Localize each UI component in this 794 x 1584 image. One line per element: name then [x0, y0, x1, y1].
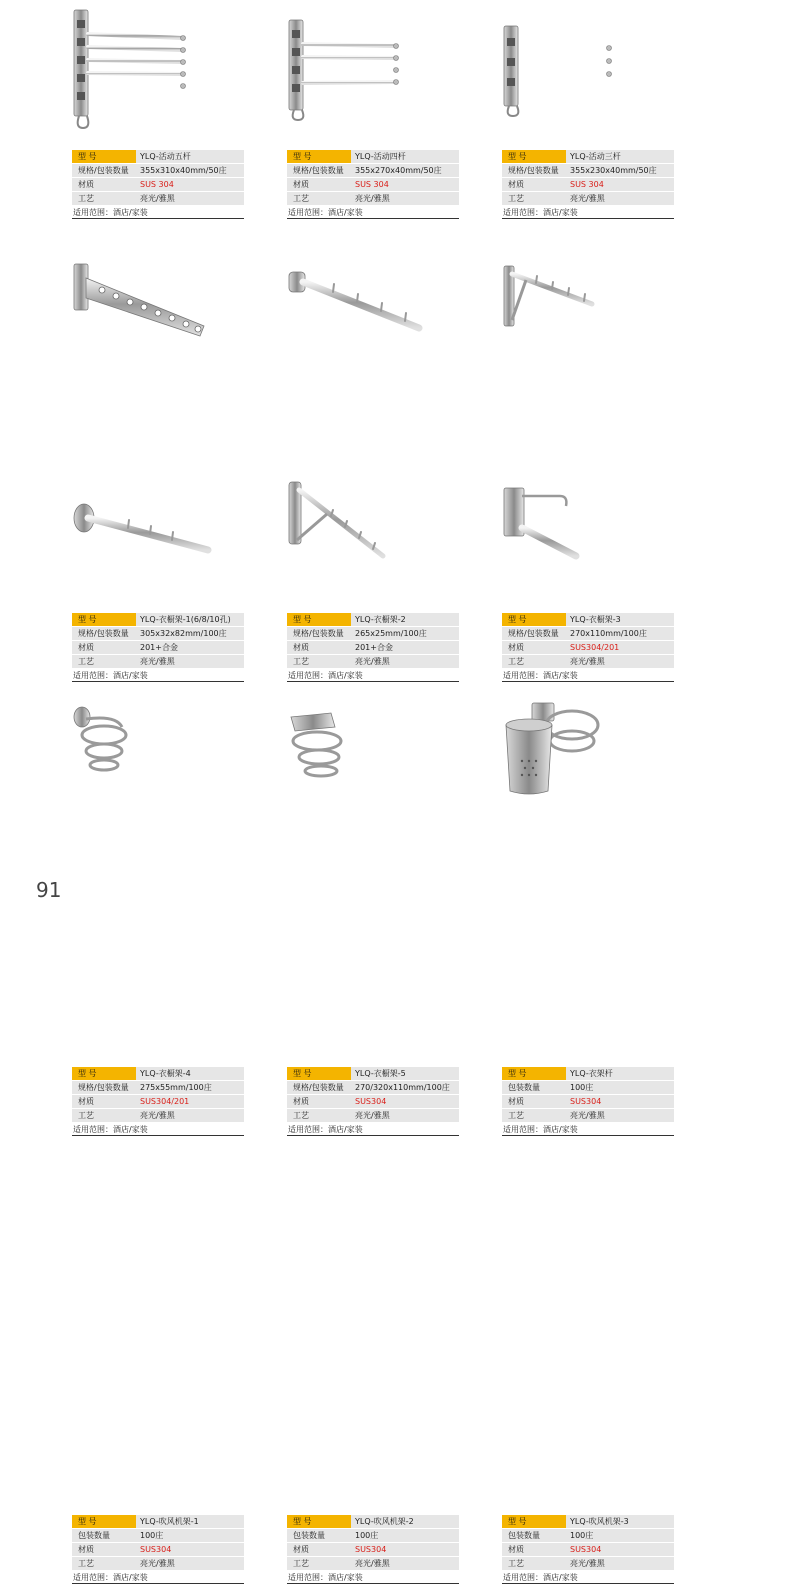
spec-label: 型 号: [502, 1515, 566, 1528]
spec-label: 材质: [502, 1543, 566, 1556]
spec-label: 材质: [287, 1543, 351, 1556]
spec-label: 型 号: [287, 613, 351, 626]
round-base-hanger-rail-icon: [72, 470, 244, 600]
spec-label: 规格/包装数量: [287, 164, 351, 177]
spec-label: 规格/包装数量: [72, 627, 136, 640]
spec-value: 355x270x40mm/50庄: [351, 164, 459, 177]
usage-scope: 适用范围：酒店/家装: [72, 206, 244, 219]
spec-value: SUS304: [351, 1543, 459, 1556]
spec-label: 型 号: [502, 1067, 566, 1080]
spec-value: 355x310x40mm/50庄: [136, 164, 244, 177]
spec-value: YLQ-吹风机架-2: [351, 1515, 459, 1528]
spec-label: 型 号: [72, 150, 136, 163]
spec-label: 型 号: [287, 1515, 351, 1528]
spec-value: SUS304: [566, 1543, 674, 1556]
spec-value: YLQ-吹风机架-1: [136, 1515, 244, 1528]
spec-label: 工艺: [287, 655, 351, 668]
spec-value: YLQ-活动三杆: [566, 150, 674, 163]
spec-value: 亮光/雅黑: [566, 655, 674, 668]
spec-label: 规格/包装数量: [72, 1081, 136, 1094]
usage-scope: 适用范围：酒店/家装: [287, 669, 459, 682]
spec-value: 亮光/雅黑: [566, 1557, 674, 1570]
spec-label: 型 号: [502, 613, 566, 626]
spec-value: SUS 304: [351, 178, 459, 191]
spec-value: 亮光/雅黑: [351, 192, 459, 205]
spec-value: 100庄: [566, 1081, 674, 1094]
spec-label: 材质: [502, 1095, 566, 1108]
usage-scope: 适用范围：酒店/家装: [502, 206, 674, 219]
spec-label: 材质: [72, 1095, 136, 1108]
spec-label: 工艺: [72, 655, 136, 668]
hanger-rail-hooks-icon: [287, 240, 459, 370]
spiral-dryer-holder-icon: [72, 695, 244, 825]
spec-label: 工艺: [502, 192, 566, 205]
spec-label: 规格/包装数量: [72, 164, 136, 177]
spec-label: 规格/包装数量: [502, 627, 566, 640]
swing-rack-four-bar-icon: [287, 0, 459, 130]
spec-value: YLQ-活动四杆: [351, 150, 459, 163]
spec-label: 材质: [287, 641, 351, 654]
spec-value: SUS 304: [136, 178, 244, 191]
spec-label: 工艺: [72, 1557, 136, 1570]
spec-label: 型 号: [72, 1067, 136, 1080]
usage-scope: 适用范围：酒店/家装: [72, 1123, 244, 1136]
spec-label: 包装数量: [72, 1529, 136, 1542]
spec-value: YLQ-衣架杆: [566, 1067, 674, 1080]
dryer-holder-with-cup-icon: [502, 695, 674, 825]
spec-label: 工艺: [502, 1109, 566, 1122]
spec-label: 材质: [287, 178, 351, 191]
usage-scope: 适用范围：酒店/家装: [72, 1571, 244, 1584]
spec-value: SUS304: [566, 1095, 674, 1108]
spec-value: 100庄: [351, 1529, 459, 1542]
spec-value: 亮光/雅黑: [136, 1109, 244, 1122]
spec-value: 305x32x82mm/100庄: [136, 627, 244, 640]
spec-label: 材质: [72, 178, 136, 191]
swing-rack-five-bar-icon: [72, 0, 244, 130]
spec-label: 包装数量: [287, 1529, 351, 1542]
angled-hanger-rail-icon: [502, 240, 674, 370]
spec-value: SUS304/201: [136, 1095, 244, 1108]
spec-label: 规格/包装数量: [287, 627, 351, 640]
spec-value: 亮光/雅黑: [351, 1109, 459, 1122]
braced-hanger-rail-icon: [287, 470, 459, 600]
spec-value: SUS 304: [566, 178, 674, 191]
spec-label: 工艺: [287, 1557, 351, 1570]
spec-value: YLQ-衣橱架-2: [351, 613, 459, 626]
spec-value: YLQ-衣橱架-3: [566, 613, 674, 626]
spec-value: 100庄: [136, 1529, 244, 1542]
spec-value: 亮光/雅黑: [351, 1557, 459, 1570]
spec-value: 201+合金: [136, 641, 244, 654]
spec-label: 材质: [502, 641, 566, 654]
spec-label: 工艺: [72, 192, 136, 205]
usage-scope: 适用范围：酒店/家装: [287, 1571, 459, 1584]
spec-label: 包装数量: [502, 1081, 566, 1094]
spec-label: 材质: [287, 1095, 351, 1108]
spec-value: YLQ-衣橱架-4: [136, 1067, 244, 1080]
spec-label: 型 号: [287, 150, 351, 163]
spec-value: SUS304: [351, 1095, 459, 1108]
usage-scope: 适用范围：酒店/家装: [502, 1571, 674, 1584]
spec-label: 工艺: [72, 1109, 136, 1122]
spec-value: 亮光/雅黑: [566, 192, 674, 205]
spec-label: 规格/包装数量: [502, 164, 566, 177]
perforated-hanger-arm-icon: [72, 240, 244, 370]
spec-value: 270/320x110mm/100庄: [351, 1081, 459, 1094]
spec-value: 亮光/雅黑: [351, 655, 459, 668]
spec-label: 工艺: [502, 1557, 566, 1570]
page-number: 91: [36, 878, 62, 902]
spec-label: 型 号: [287, 1067, 351, 1080]
spec-label: 工艺: [287, 192, 351, 205]
spec-value: 亮光/雅黑: [136, 192, 244, 205]
spec-label: 规格/包装数量: [287, 1081, 351, 1094]
spec-value: 275x55mm/100庄: [136, 1081, 244, 1094]
usage-scope: 适用范围：酒店/家装: [287, 206, 459, 219]
spec-value: 亮光/雅黑: [136, 1557, 244, 1570]
spiral-dryer-holder-plate-icon: [287, 695, 459, 825]
usage-scope: 适用范围：酒店/家装: [502, 1123, 674, 1136]
spec-label: 型 号: [502, 150, 566, 163]
spec-value: SUS304/201: [566, 641, 674, 654]
spec-value: YLQ-活动五杆: [136, 150, 244, 163]
spec-label: 工艺: [287, 1109, 351, 1122]
spec-label: 型 号: [72, 613, 136, 626]
spec-label: 材质: [72, 641, 136, 654]
spec-value: 355x230x40mm/50庄: [566, 164, 674, 177]
spec-label: 包装数量: [502, 1529, 566, 1542]
spec-value: 亮光/雅黑: [136, 655, 244, 668]
usage-scope: 适用范围：酒店/家装: [287, 1123, 459, 1136]
usage-scope: 适用范围：酒店/家装: [502, 669, 674, 682]
usage-scope: 适用范围：酒店/家装: [72, 669, 244, 682]
clothes-rod-bracket-icon: [502, 470, 674, 600]
spec-label: 材质: [72, 1543, 136, 1556]
spec-value: YLQ-吹风机架-3: [566, 1515, 674, 1528]
spec-label: 型 号: [72, 1515, 136, 1528]
spec-value: YLQ-衣橱架-5: [351, 1067, 459, 1080]
spec-value: 270x110mm/100庄: [566, 627, 674, 640]
spec-value: YLQ-衣橱架-1(6/8/10孔): [136, 613, 244, 626]
spec-value: SUS304: [136, 1543, 244, 1556]
swing-rack-three-bar-icon: [502, 0, 674, 130]
spec-value: 201+合金: [351, 641, 459, 654]
spec-label: 工艺: [502, 655, 566, 668]
spec-value: 100庄: [566, 1529, 674, 1542]
spec-value: 265x25mm/100庄: [351, 627, 459, 640]
spec-value: 亮光/雅黑: [566, 1109, 674, 1122]
spec-label: 材质: [502, 178, 566, 191]
